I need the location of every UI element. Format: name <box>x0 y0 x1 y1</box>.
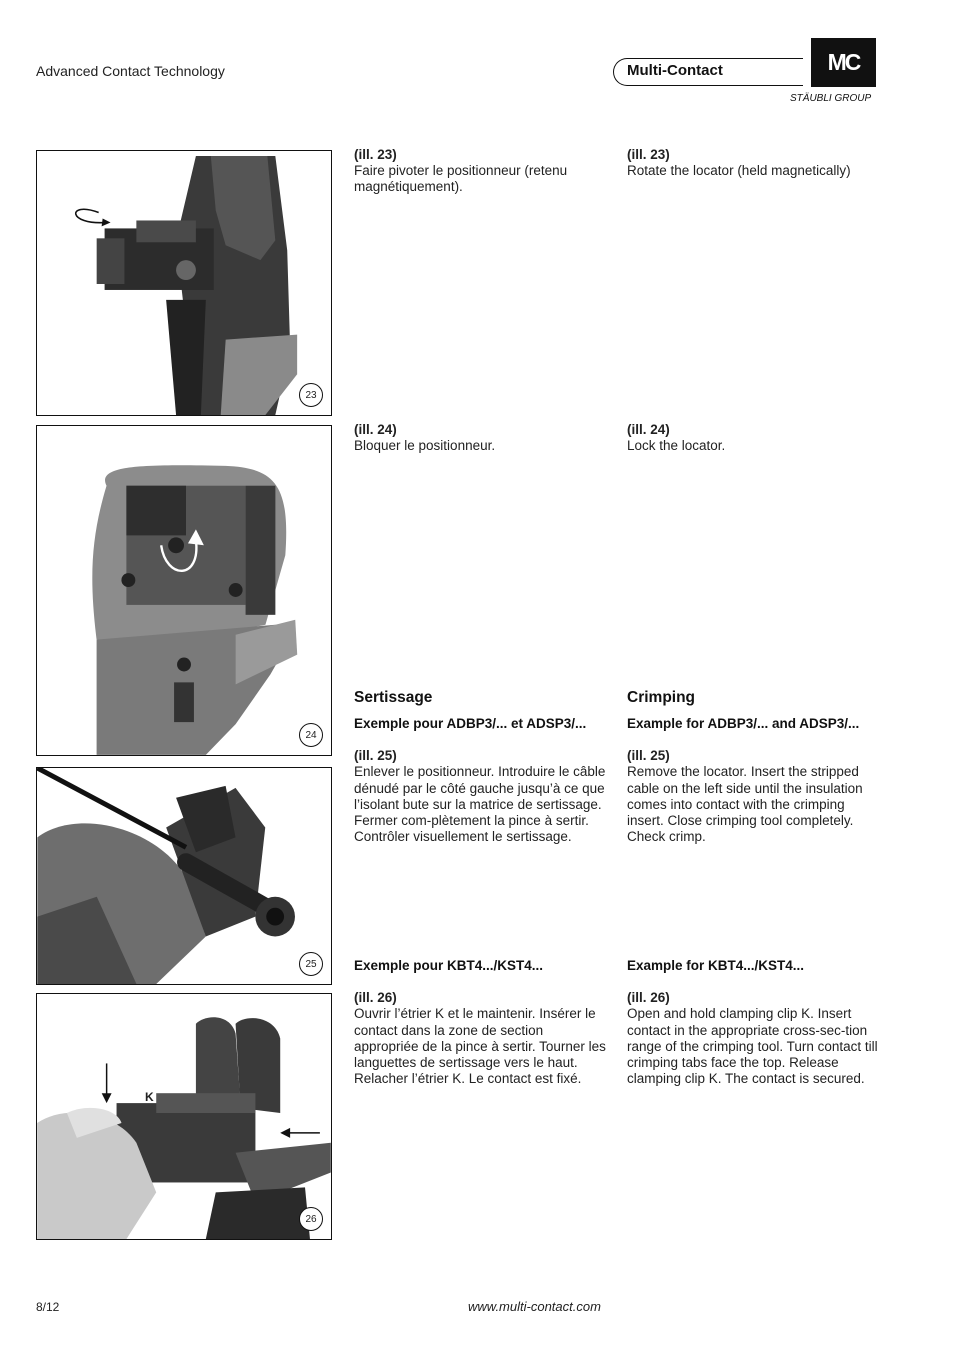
mc-logo-text: MC <box>827 49 860 75</box>
crimp-tool-illustration-25 <box>37 768 331 984</box>
label-k: K <box>145 1090 154 1104</box>
crimping-en-ref: (ill. 25) <box>627 748 670 764</box>
crimping-fr-ref: (ill. 25) <box>354 748 397 764</box>
figure-26-photo <box>36 993 332 1240</box>
figure-number-badge: 24 <box>299 723 323 747</box>
kbt-en-ref: (ill. 26) <box>627 990 670 1006</box>
ill24-en-ref: (ill. 24) <box>627 422 670 437</box>
ill23-fr-text: Faire pivoter le positionneur (retenu magnétiquement). <box>354 163 568 195</box>
crimp-tool-illustration-23 <box>37 151 331 415</box>
crimping-en-text: Remove the locator. Insert the stripped cable on the left side until the insulation comes into contact with the crimping insert. Close crimping tool completely. <box>627 764 863 829</box>
ill24-fr-ref: (ill. 24) <box>354 422 397 437</box>
kbt-en-block <box>627 958 882 1087</box>
kbt-en-subtitle: Example for KBT4.../KST4... <box>627 958 805 973</box>
figure-number-badge: 25 <box>299 952 323 976</box>
kbt-en-text: Open and hold clamping clip K. Insert contact in the appropriate cross-sec-tion range of the crimping tool. Turn contact till crimping tabs face the top. Release clamping clip K. The contact is secured. <box>627 1006 878 1087</box>
figure-number-badge: 23 <box>299 383 323 407</box>
kbt-fr-ref: (ill. 26) <box>354 990 397 1006</box>
crimping-fr-block <box>354 689 609 845</box>
figure-25-photo <box>36 767 332 985</box>
group-name: STÄUBLI GROUP <box>790 93 872 104</box>
crimping-en-title: Crimping <box>627 689 696 706</box>
ill23-en-block <box>627 147 882 179</box>
crimping-en-block <box>627 689 882 845</box>
footer-url[interactable]: www.multi-contact.com <box>468 1299 601 1314</box>
ill24-en-block <box>627 422 882 454</box>
crimping-fr-title: Sertissage <box>354 689 433 706</box>
kbt-fr-text: Ouvrir l’étrier K et le maintenir. Insérer le contact dans la zone de section appropriée de la pince à sertir. Tourner les languettes de sertissage vers le haut. Relacher l’étrier K. Le contact est fixé. <box>354 1006 606 1087</box>
crimping-en-subtitle: Example for ADBP3/... and ADSP3/... <box>627 716 860 731</box>
kbt-fr-subtitle: Exemple pour KBT4.../KST4... <box>354 958 544 973</box>
ill23-en-text: Rotate the locator (held magnetically) <box>627 163 851 179</box>
ill24-en-text: Lock the locator. <box>627 438 726 454</box>
crimping-fr-subtitle: Exemple pour ADBP3/... et ADSP3/... <box>354 716 587 731</box>
brand-name: Multi-Contact <box>627 62 723 79</box>
figure-24-photo <box>36 425 332 756</box>
ill24-fr-block <box>354 422 609 454</box>
mc-logo <box>811 38 876 87</box>
crimping-fr-text: Enlever le positionneur. Introduire le câble dénudé par le côté gauche jusqu’à ce que l’isolant bute sur la matrice de sertissage. Fermer com-plètement la pince à sertir. Contrôler visuellement le sertissage. <box>354 764 606 845</box>
ill24-fr-text: Bloquer le positionneur. <box>354 438 496 454</box>
ill23-fr-ref: (ill. 23) <box>354 147 397 162</box>
kbt-fr-block <box>354 958 609 1087</box>
crimp-tool-illustration-26 <box>37 994 331 1239</box>
ill23-en-ref: (ill. 23) <box>627 147 670 162</box>
crimp-tool-illustration-24 <box>37 426 331 755</box>
page-number: 8/12 <box>36 1300 60 1314</box>
figure-23-photo <box>36 150 332 416</box>
ill23-fr-block <box>354 147 609 196</box>
figure-number-badge: 26 <box>299 1207 323 1231</box>
crimping-en-text-2: Check crimp. <box>627 829 706 845</box>
header-tagline: Advanced Contact Technology <box>36 63 225 79</box>
